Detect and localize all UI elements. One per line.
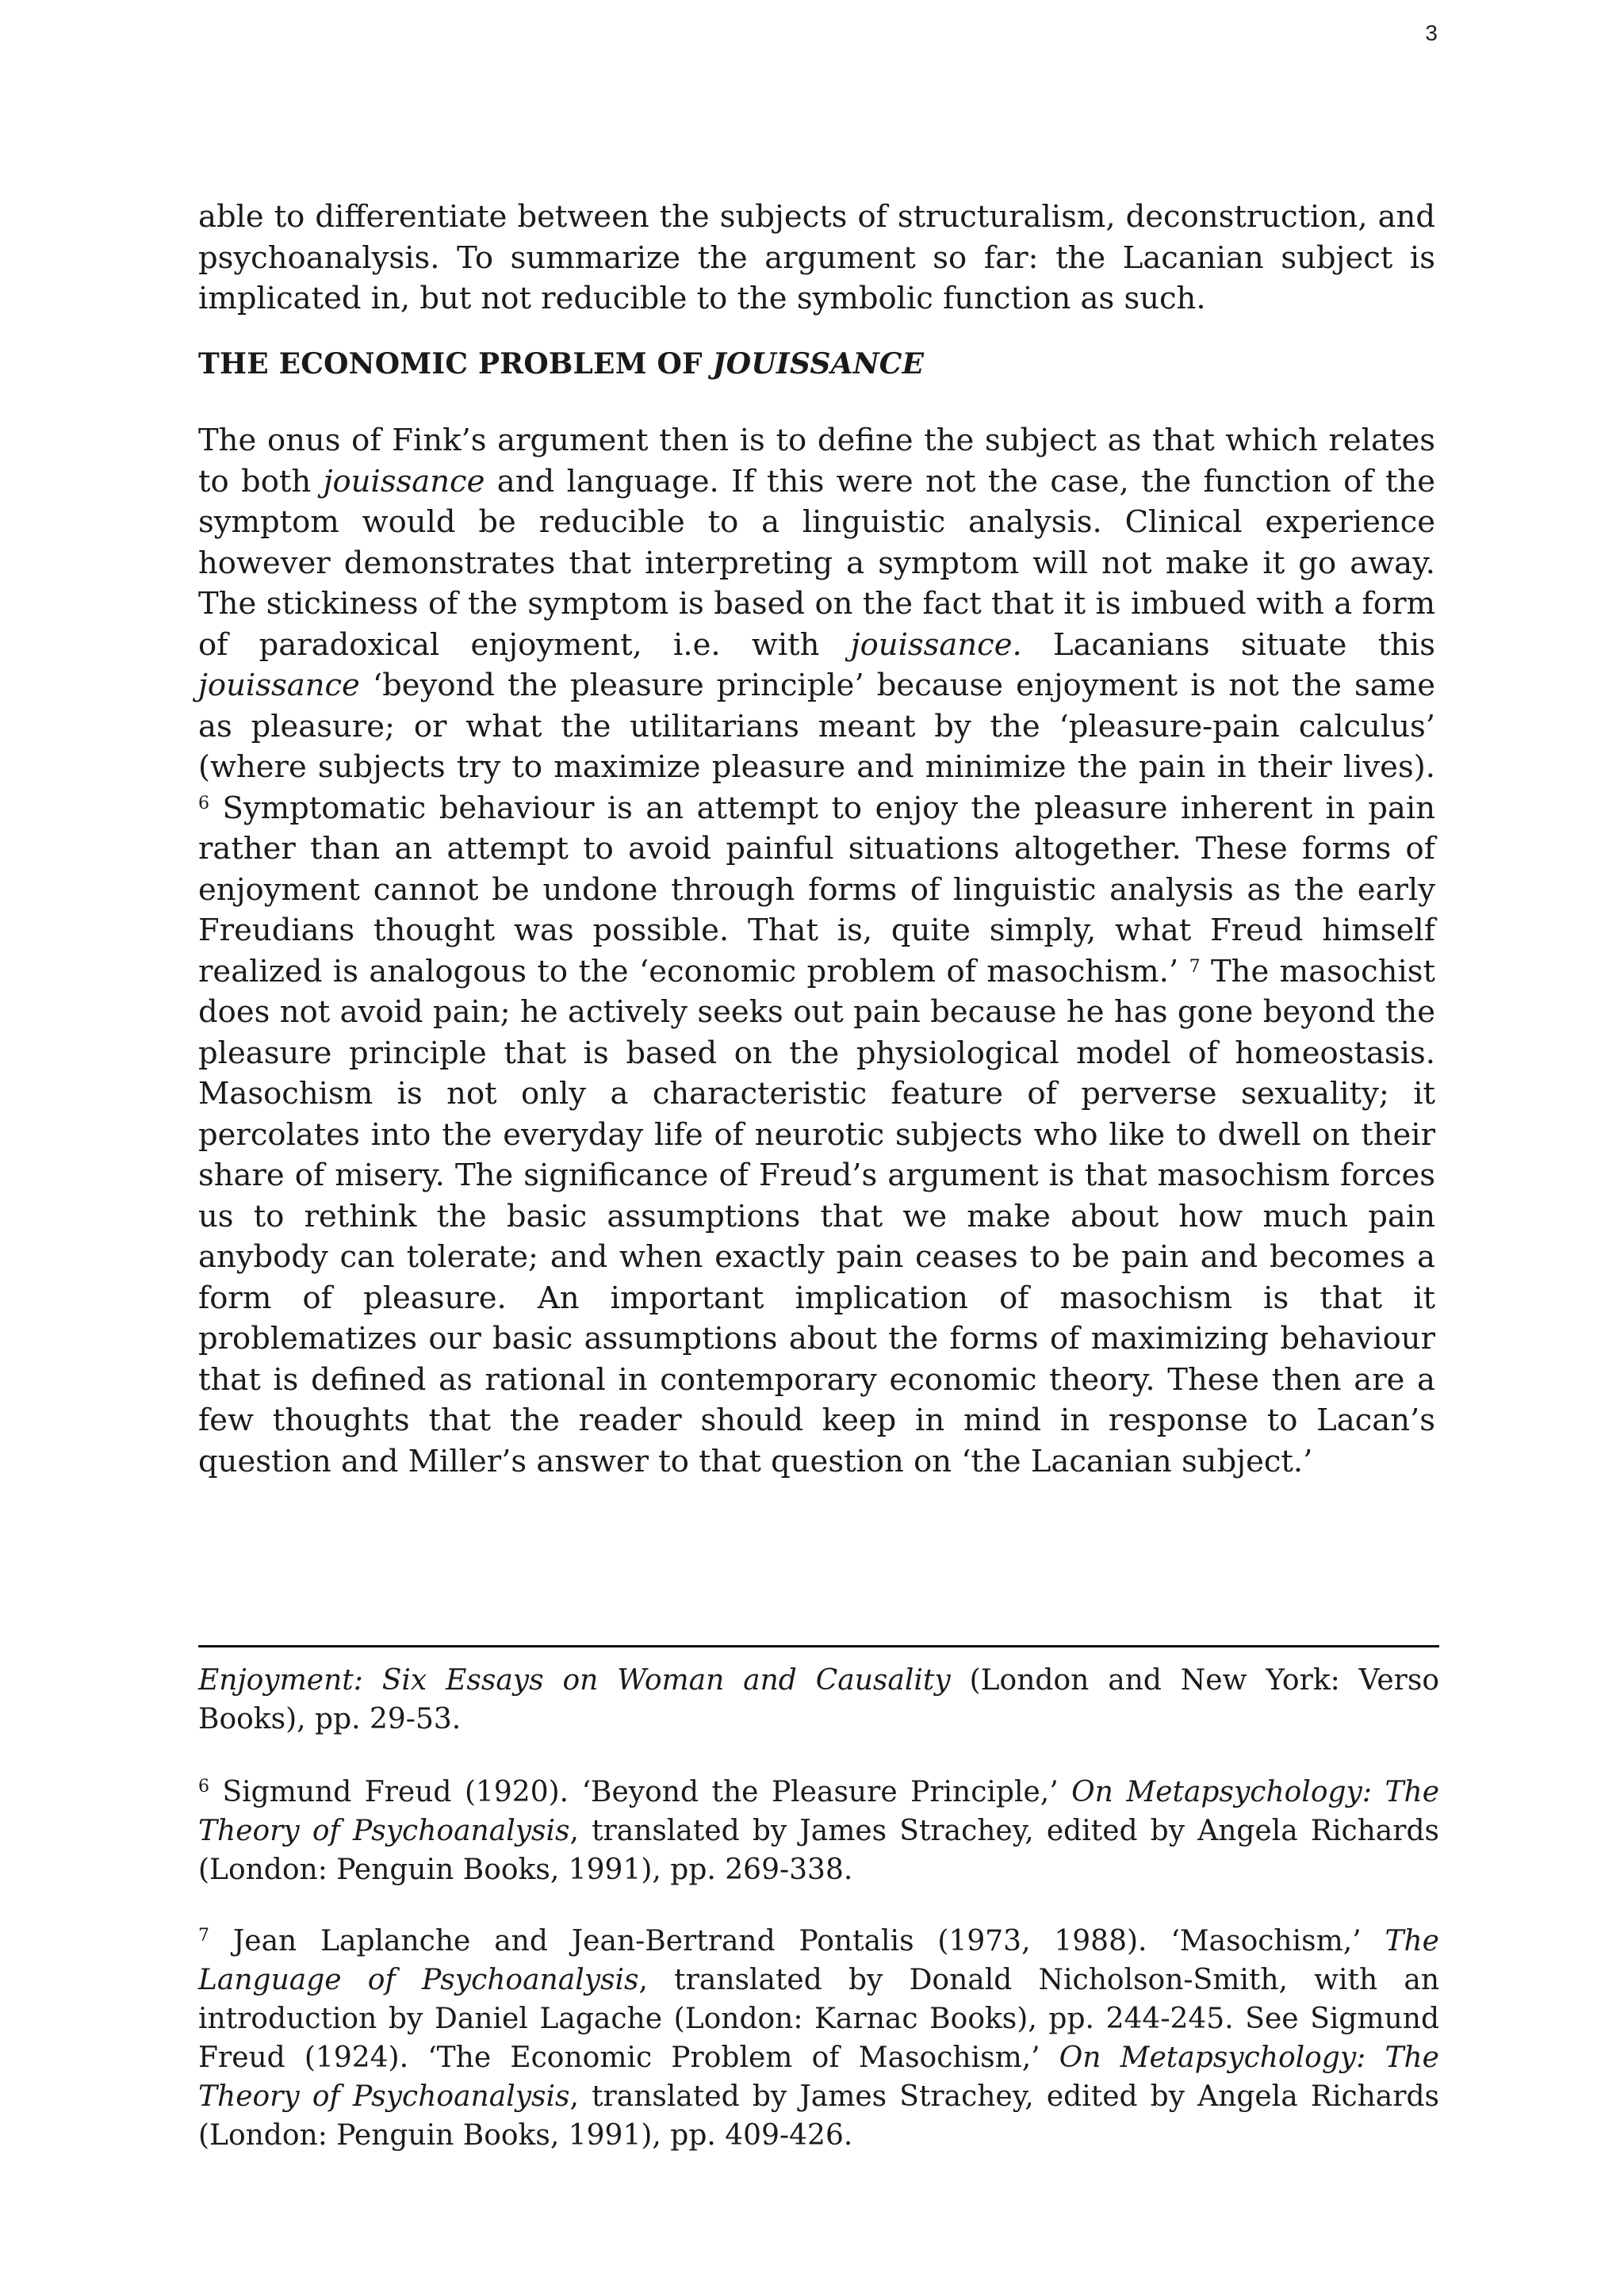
main-italic-2: jouissance. bbox=[850, 626, 1022, 663]
main-text-3: Lacanians situate this bbox=[1021, 626, 1436, 663]
footnote-7-text-1: Jean Laplanche and Jean-Bertrand Pontalis (1973, 1988). ‘Masochism,’ bbox=[209, 1925, 1385, 1957]
footnote-7-italic-2: On Metapsychology: The Theory of Psychoanalysis bbox=[198, 2042, 1439, 2113]
footnote-7 bbox=[198, 1922, 1439, 2155]
footnote-6-marker: 6 bbox=[198, 1777, 209, 1797]
footnote-continuation bbox=[198, 1661, 1439, 1739]
footnote-7-marker: 7 bbox=[198, 1926, 209, 1946]
section-heading-text: THE ECONOMIC PROBLEM OF bbox=[198, 347, 713, 381]
footnote-7-text-3: , translated by James Strachey, edited by Angela Richards (London: Penguin Books, 1991), pp. 409-426. bbox=[198, 2080, 1439, 2152]
footnote-7-italic-1: The Language of Psychoanalysis bbox=[198, 1925, 1439, 1996]
footnote-ref-6[interactable]: 6 bbox=[198, 793, 209, 813]
footnote-6-italic: On Metapsychology: The Theory of Psychoanalysis bbox=[198, 1776, 1439, 1847]
main-text-4: ‘beyond the pleasure principle’ because enjoyment is not the same as pleasure; or what the utilitarians meant by the ‘pleasure-pain calculus’ (where subjects try to maximize pleasure and minimize the pain in their lives). bbox=[198, 668, 1435, 785]
footnote-7-text-2: , translated by Donald Nicholson-Smith, with an introduction by Daniel Lagache (London: Karnac Books), pp. 244-245. See Sigmund Freud (1924). ‘The Economic Problem of Masochism,’ bbox=[198, 1964, 1440, 2074]
footnote-divider bbox=[198, 1645, 1439, 1647]
main-italic-3: jouissance bbox=[198, 668, 360, 703]
main-paragraph bbox=[198, 420, 1435, 1482]
footnote-cont-text: (London and New York: Verso Books), pp. 29-53. bbox=[198, 1664, 1440, 1735]
footnote-6-text-2: , translated by James Strachey, edited by Angela Richards (London: Penguin Books, 1991), pp. 269-338. bbox=[198, 1815, 1439, 1886]
footnote-ref-7[interactable]: 7 bbox=[1189, 956, 1201, 977]
intro-paragraph: able to differentiate between the subjects of structuralism, deconstruction, and psychoanalysis. To summarize the argument so far: the Lacanian subject is implicated in, but not reducible to the symbolic function as such. bbox=[198, 199, 1435, 316]
section-heading-italic: JOUISSANCE bbox=[712, 347, 925, 381]
main-text-5: Symptomatic behaviour is an attempt to enjoy the pleasure inherent in pain rather than an attempt to avoid painful situations altogether. These forms of enjoyment cannot be undone through forms of linguistic analysis as the early Freudians thought was possible. That is, quite simply, what Freud himself realized is analogous to the ‘economic problem of masochism.’ bbox=[198, 790, 1435, 989]
main-text-2: and language. If this were not the case, the function of the symptom would be reducible to a linguistic analysis. Clinical experience however demonstrates that interpreting a symptom will not make it go away. The stickiness of the symptom is based on the fact that it is imbued with a form of paradoxical enjoyment, i.e. with bbox=[198, 463, 1435, 663]
footnote-cont-italic: Enjoyment: Six Essays on Woman and Causality bbox=[198, 1664, 951, 1697]
section-heading bbox=[198, 347, 924, 381]
page-number: 3 bbox=[1425, 21, 1438, 45]
footnote-6 bbox=[198, 1773, 1439, 1889]
footnote-6-text-1: Sigmund Freud (1920). ‘Beyond the Pleasure Principle,’ bbox=[209, 1776, 1072, 1808]
main-text-1: The onus of Fink’s argument then is to define the subject as that which relates to both bbox=[198, 423, 1435, 499]
main-text-6: The masochist does not avoid pain; he actively seeks out pain because he has gone beyond the pleasure principle that is based on the physiological model of homeostasis. Masochism is not only a characteristic feature of perverse sexuality; it percolates into the everyday life of neurotic subjects who like to dwell on their share of misery. The significance of Freud’s argument is that masochism forces us to rethink the basic assumptions that we make about how much pain anybody can tolerate; and when exactly pain ceases to be pain and becomes a form of pleasure. An important implication of masochism is that it problematizes our basic assumptions about the forms of maximizing behaviour that is defined as rational in contemporary economic theory. These then are a few thoughts that the reader should keep in mind in response to Lacan’s question and Miller’s answer to that question on ‘the Lacanian subject.’ bbox=[198, 953, 1435, 1479]
main-italic-1: jouissance bbox=[323, 463, 485, 499]
